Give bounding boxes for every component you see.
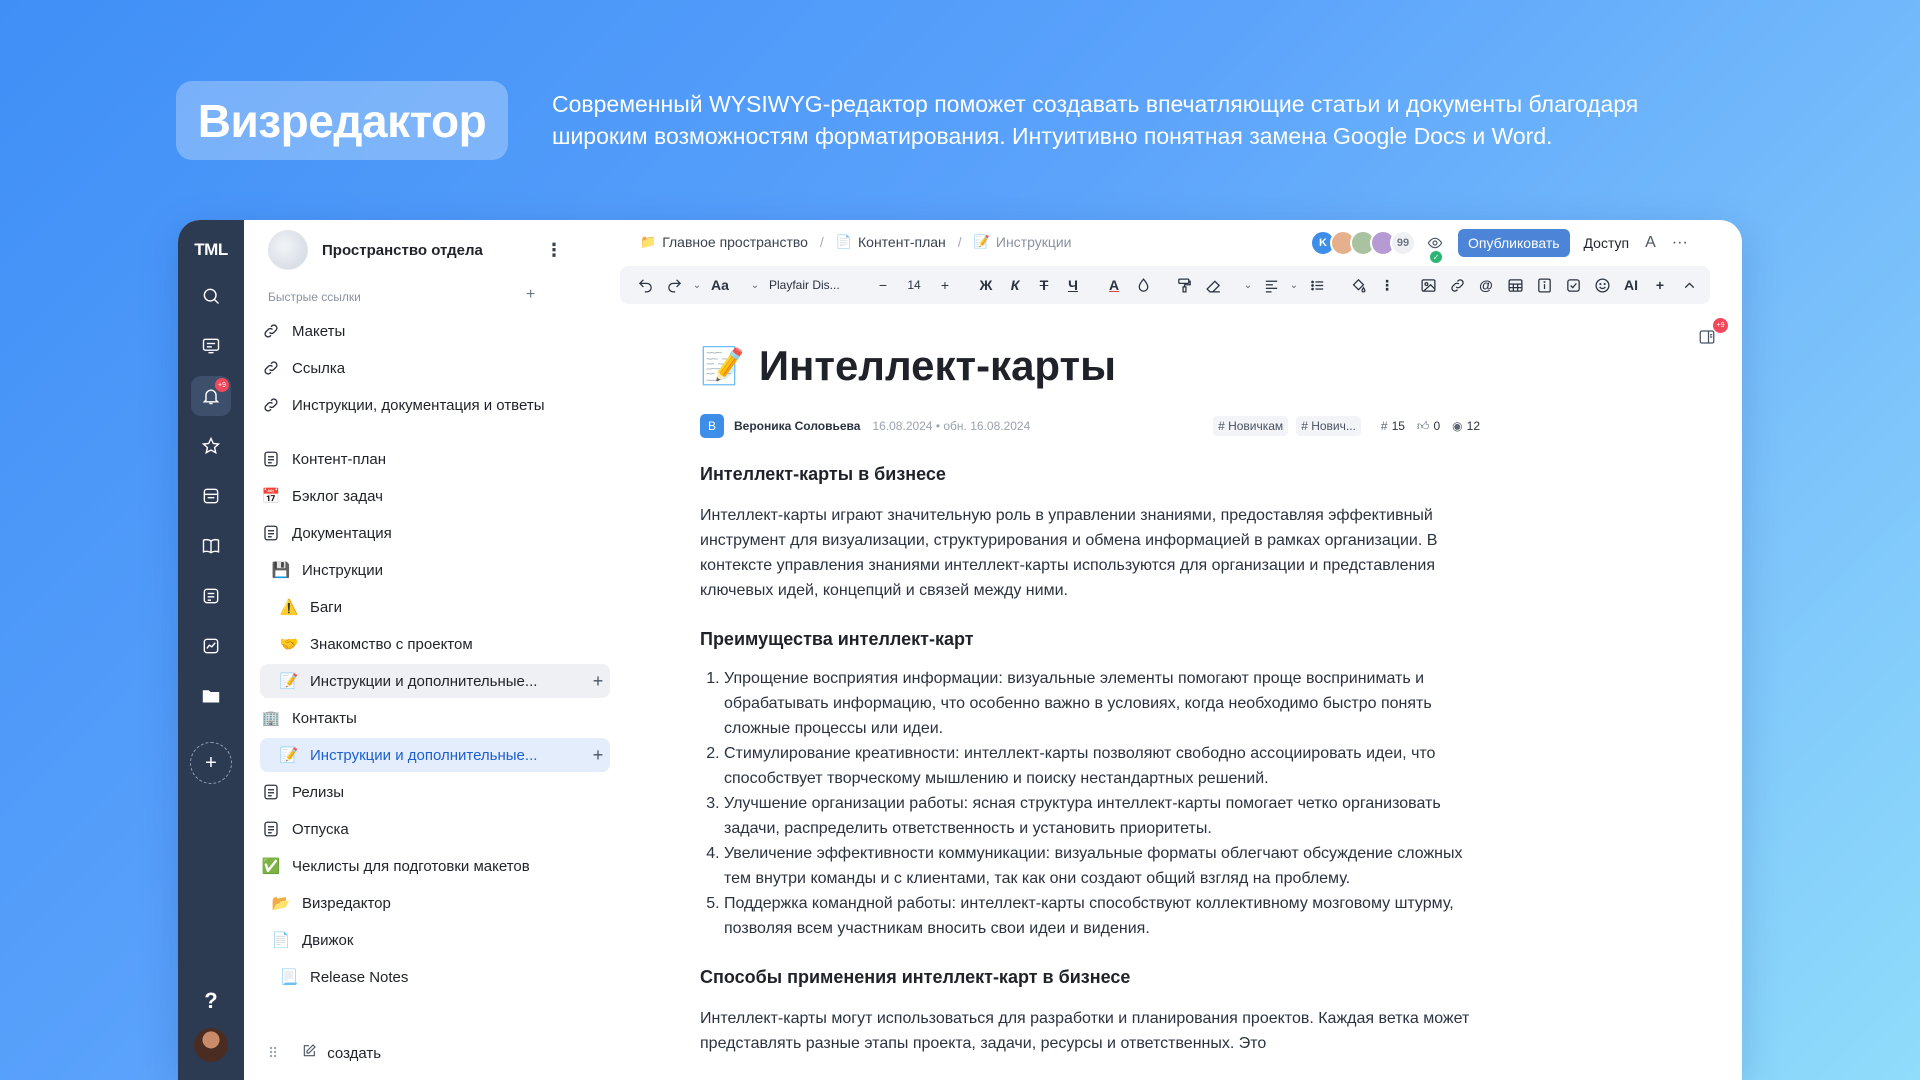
page-curl-icon: 📃 (279, 969, 299, 986)
sidebar-footer (268, 1038, 568, 1068)
quick-link-label: Макеты (292, 322, 346, 340)
quick-link-label: Инструкции, документация и ответы (292, 396, 545, 414)
sidebar-item-label: Бэклог задач (292, 487, 383, 505)
sidebar (244, 220, 604, 1080)
emoji-icon[interactable] (1589, 272, 1615, 298)
more-icon[interactable]: ··· (1671, 234, 1688, 251)
create-button[interactable]: создать (327, 1044, 382, 1062)
viewers-count: 99 (1390, 230, 1416, 256)
breadcrumb (640, 232, 1072, 252)
space-name: Пространство отдела (322, 241, 483, 259)
drag-handle-icon[interactable]: ⠿ (268, 1044, 280, 1061)
sidebar-item-label: Инструкции и дополнительные... (310, 746, 538, 764)
page-icon (260, 781, 282, 803)
space-header[interactable] (268, 228, 564, 272)
chart-icon (201, 636, 221, 656)
sidebar-item-contacts[interactable] (260, 701, 570, 735)
hero-title: Визредактор (176, 81, 508, 160)
sidebar-item-label: Контакты (292, 709, 357, 727)
top-actions (1310, 228, 1688, 262)
tasks-button[interactable] (191, 576, 231, 616)
list-item: 1. Упрощение восприятия информации: визуальные элементы помогают проще воспринимать и обрабатывать информацию, что особенно важно в условиях, когда необходимо быстро понять сложные процессы или идеи. (724, 666, 1480, 741)
tag-badge[interactable]: # Новичкам (1213, 416, 1288, 436)
link-icon (260, 357, 282, 379)
sidebar-item-label: Контент-план (292, 450, 387, 468)
kebab-menu-icon[interactable]: ⋮ (545, 239, 563, 260)
search-button[interactable] (191, 276, 231, 316)
list-item: 5. Поддержка командной работы: интеллект-карты способствуют коллективному мозговому штурму, позволяя всем участникам вносить свои идеи и видения. (724, 891, 1480, 941)
page-icon (260, 522, 282, 544)
bullet-list-icon[interactable] (1304, 272, 1330, 298)
page-title[interactable] (700, 338, 1480, 394)
font-settings-icon[interactable]: A (1645, 234, 1656, 251)
undo-icon[interactable] (632, 272, 658, 298)
sidebar-item-releases[interactable] (260, 775, 570, 809)
favorites-button[interactable] (191, 426, 231, 466)
sidebar-item-project-intro[interactable] (278, 627, 570, 661)
breadcrumb-label: Инструкции (995, 234, 1072, 250)
watch-button[interactable] (1424, 232, 1446, 262)
sidebar-item-vacations[interactable] (260, 812, 570, 846)
hash-stat (1381, 419, 1405, 433)
inbox-icon (201, 486, 221, 506)
align-left-icon[interactable] (1258, 272, 1284, 298)
format-toolbar (620, 266, 1710, 304)
sidebar-item-label: Баги (310, 598, 343, 616)
add-quick-link-button[interactable]: + (526, 286, 536, 303)
list-item: 2. Стимулирование креативности: интеллект-карты позволяют свободно ассоциировать идеи, что способствует творческому мышлению и поиску нестандартных решений. (724, 741, 1480, 791)
collaborator-avatars[interactable] (1310, 230, 1416, 256)
sidebar-item-instructions-extra-selected[interactable] (260, 738, 610, 772)
author-name[interactable]: Вероника Соловьева (734, 419, 861, 433)
document-icon: 📄 (271, 932, 291, 949)
italic-button[interactable]: К (1010, 277, 1020, 293)
comments-badge: +9 (1713, 318, 1728, 333)
analytics-button[interactable] (191, 626, 231, 666)
memo-icon: 📝 (279, 747, 299, 764)
chevron-down-icon[interactable]: ⌄ (1289, 279, 1299, 291)
document-date: 16.08.2024 • обн. 16.08.2024 (872, 419, 1031, 433)
benefits-list (700, 666, 1480, 941)
breadcrumb-item[interactable] (836, 234, 946, 250)
link-icon (260, 394, 282, 416)
page-icon (260, 818, 282, 840)
book-icon (201, 536, 221, 556)
page-icon: 📄 (835, 234, 852, 249)
mention-icon[interactable]: @ (1479, 277, 1493, 293)
breadcrumb-label: Контент-план (858, 234, 946, 250)
open-folder-icon: 📂 (271, 895, 291, 912)
checkmark-icon: ✅ (261, 858, 281, 875)
chevron-down-icon[interactable]: ⌄ (750, 279, 760, 291)
icon-rail (178, 220, 244, 1080)
page-title-text: Интеллект-карты (758, 342, 1116, 389)
space-avatar (268, 230, 308, 270)
image-icon[interactable] (1415, 272, 1441, 298)
dashboard-button[interactable] (191, 326, 231, 366)
quick-links-title: Быстрые ссылки (268, 290, 361, 304)
sidebar-item-checklists[interactable] (260, 849, 570, 883)
sidebar-item-label: Release Notes (310, 968, 409, 986)
strikethrough-button[interactable]: Т (1039, 277, 1049, 293)
quick-link-item[interactable] (260, 351, 610, 385)
memo-icon: 📝 (973, 234, 990, 249)
sidebar-item-label: Чеклисты для подготовки макетов (292, 857, 530, 875)
section-heading: Преимущества интеллект-карт (700, 629, 974, 649)
tasks-icon (201, 586, 221, 606)
building-icon: 🏢 (261, 710, 281, 727)
notifications-badge: +9 (215, 378, 229, 392)
side-panel-button[interactable] (1698, 322, 1725, 350)
eye-icon (1427, 235, 1443, 251)
app-logo[interactable]: TML (194, 240, 228, 259)
link-icon (260, 320, 282, 342)
star-icon (201, 436, 221, 456)
paragraph: Интеллект-карты могут использоваться для разработки и планирования проектов. Каждая ветка может представлять разные этапы проекта, задачи, ресурсы и ответственных. Это (700, 1010, 1470, 1052)
handshake-icon: 🤝 (279, 636, 299, 653)
sidebar-item-vizeditor[interactable] (270, 886, 570, 920)
hash-count: 15 (1391, 419, 1405, 433)
memo-icon: 📝 (279, 673, 299, 690)
breadcrumb-item[interactable] (640, 234, 808, 250)
eraser-icon[interactable] (1200, 272, 1226, 298)
sidebar-item-engine[interactable] (270, 923, 570, 957)
sidebar-item-instructions-extra[interactable] (260, 664, 610, 698)
section-heading: Интеллект-карты в бизнесе (700, 464, 946, 484)
add-subpage-button[interactable]: + (592, 670, 604, 691)
link-icon[interactable] (1444, 272, 1470, 298)
files-button[interactable] (191, 676, 231, 716)
sidebar-item-label: Отпуска (292, 820, 349, 838)
highlight-icon[interactable] (1130, 272, 1156, 298)
sidebar-item-instructions[interactable] (270, 553, 570, 587)
main-content (574, 220, 1742, 1080)
breadcrumb-item-current (974, 234, 1072, 250)
floppy-icon: 💾 (271, 562, 291, 579)
font-family-select[interactable]: Playfair Dis... (769, 278, 840, 292)
document-meta (700, 414, 1480, 438)
list-item: 3. Улучшение организации работы: ясная структура интеллект-карты помогает четко организовать задачи, распределить ответственность и установить приоритеты. (724, 791, 1480, 841)
avatar: K (1310, 230, 1336, 256)
sidebar-item-label: Движок (302, 931, 354, 949)
quick-link-label: Ссылка (292, 359, 346, 377)
paragraph: Интеллект-карты играют значительную роль в управлении знаниями, предоставляя эффективный инструмент для визуализации, структурирования и обмена информацией в рамках организации. В контексте управления знаниями интеллект-карты используются для организации и представления ключевых идей, концепций и связей между ними. (700, 507, 1438, 599)
fill-color-icon[interactable] (1345, 272, 1371, 298)
sidebar-item-label: Релизы (292, 783, 344, 801)
views-count: 12 (1466, 419, 1480, 433)
section-heading: Способы применения интеллект-карт в бизнесе (700, 967, 1131, 987)
underline-button[interactable]: Ч (1068, 277, 1078, 293)
ai-button[interactable]: AI (1624, 277, 1638, 293)
panel-icon (1698, 328, 1716, 346)
access-button[interactable]: Доступ (1583, 235, 1630, 251)
thumbs-up-icon: 👍︎ (1416, 418, 1430, 433)
quick-link-item[interactable] (260, 388, 610, 422)
user-avatar[interactable] (194, 1028, 228, 1062)
sidebar-item-label: Визредактор (302, 894, 391, 912)
text-color-icon[interactable]: A (1108, 277, 1120, 293)
notifications-button[interactable] (191, 376, 231, 416)
memo-icon[interactable]: 📝 (700, 345, 745, 386)
sidebar-item-content-plan[interactable] (260, 442, 570, 476)
tag-badge[interactable]: # Нович... (1296, 416, 1361, 436)
decrease-size-button[interactable]: − (878, 277, 888, 293)
sidebar-item-release-notes[interactable] (278, 960, 570, 994)
check-icon: ✓ (1430, 251, 1442, 263)
hero-description: Современный WYSIWYG-редактор поможет создавать впечатляющие статьи и документы благодаря широким возможностям форматирования. Интуитивно понятная замена Google Docs и Word. (552, 91, 1639, 149)
knowledge-base-button[interactable] (191, 526, 231, 566)
page-icon (260, 448, 282, 470)
search-icon (201, 286, 221, 306)
sidebar-item-documentation[interactable] (260, 516, 570, 550)
breadcrumb-label: Главное пространство (662, 234, 808, 250)
eye-icon: ◉ (1452, 419, 1463, 433)
add-space-button[interactable]: + (190, 742, 232, 784)
hash-icon: # (1380, 419, 1388, 433)
sidebar-item-label: Знакомство с проектом (310, 635, 473, 653)
breadcrumb-separator: / (819, 234, 824, 250)
calendar-icon: 📅 (261, 488, 281, 505)
folder-icon (201, 686, 221, 706)
chevron-down-icon[interactable]: ⌄ (692, 279, 702, 291)
info-block-icon[interactable] (1531, 272, 1557, 298)
sidebar-item-backlog[interactable] (260, 479, 570, 513)
document (700, 338, 1480, 1056)
likes-stat[interactable] (1417, 419, 1440, 434)
publish-button[interactable]: Опубликовать (1458, 229, 1570, 257)
chevron-up-icon[interactable] (1676, 272, 1702, 298)
folder-icon: 📁 (640, 234, 657, 249)
increase-size-button[interactable]: + (940, 277, 950, 293)
add-subpage-button[interactable]: + (592, 744, 604, 765)
sidebar-item-label: Инструкции (302, 561, 384, 579)
checkbox-icon[interactable] (1560, 272, 1586, 298)
text-style-button[interactable]: Aa (711, 277, 729, 293)
redo-icon[interactable] (661, 272, 687, 298)
edit-icon (301, 1043, 327, 1063)
inbox-button[interactable] (191, 476, 231, 516)
more-vertical-icon[interactable]: ⋮ (1380, 276, 1394, 293)
breadcrumb-separator: / (957, 234, 962, 250)
author-avatar: В (700, 414, 724, 438)
insert-plus-button[interactable]: + (1655, 277, 1665, 293)
format-painter-icon[interactable] (1171, 272, 1197, 298)
sidebar-item-bugs[interactable] (278, 590, 570, 624)
dashboard-icon (201, 336, 221, 356)
chevron-down-icon[interactable]: ⌄ (1243, 279, 1253, 291)
font-size-input[interactable]: 14 (907, 278, 921, 292)
quick-link-item[interactable] (260, 314, 610, 348)
app-window (178, 220, 1742, 1080)
list-item: 4. Увеличение эффективности коммуникации: визуальные форматы облегчают обсуждение сложных тем внутри команды и с клиентами, так как они создают общий взгляд на проблему. (724, 841, 1480, 891)
views-stat (1452, 419, 1480, 433)
likes-count: 0 (1433, 419, 1441, 433)
bold-button[interactable]: Ж (979, 277, 993, 293)
sidebar-item-label: Документация (292, 524, 392, 542)
sidebar-item-label: Инструкции и дополнительные... (310, 672, 538, 690)
warning-icon: ⚠️ (279, 599, 299, 616)
help-button[interactable]: ? (204, 988, 218, 1013)
table-icon[interactable] (1502, 272, 1528, 298)
